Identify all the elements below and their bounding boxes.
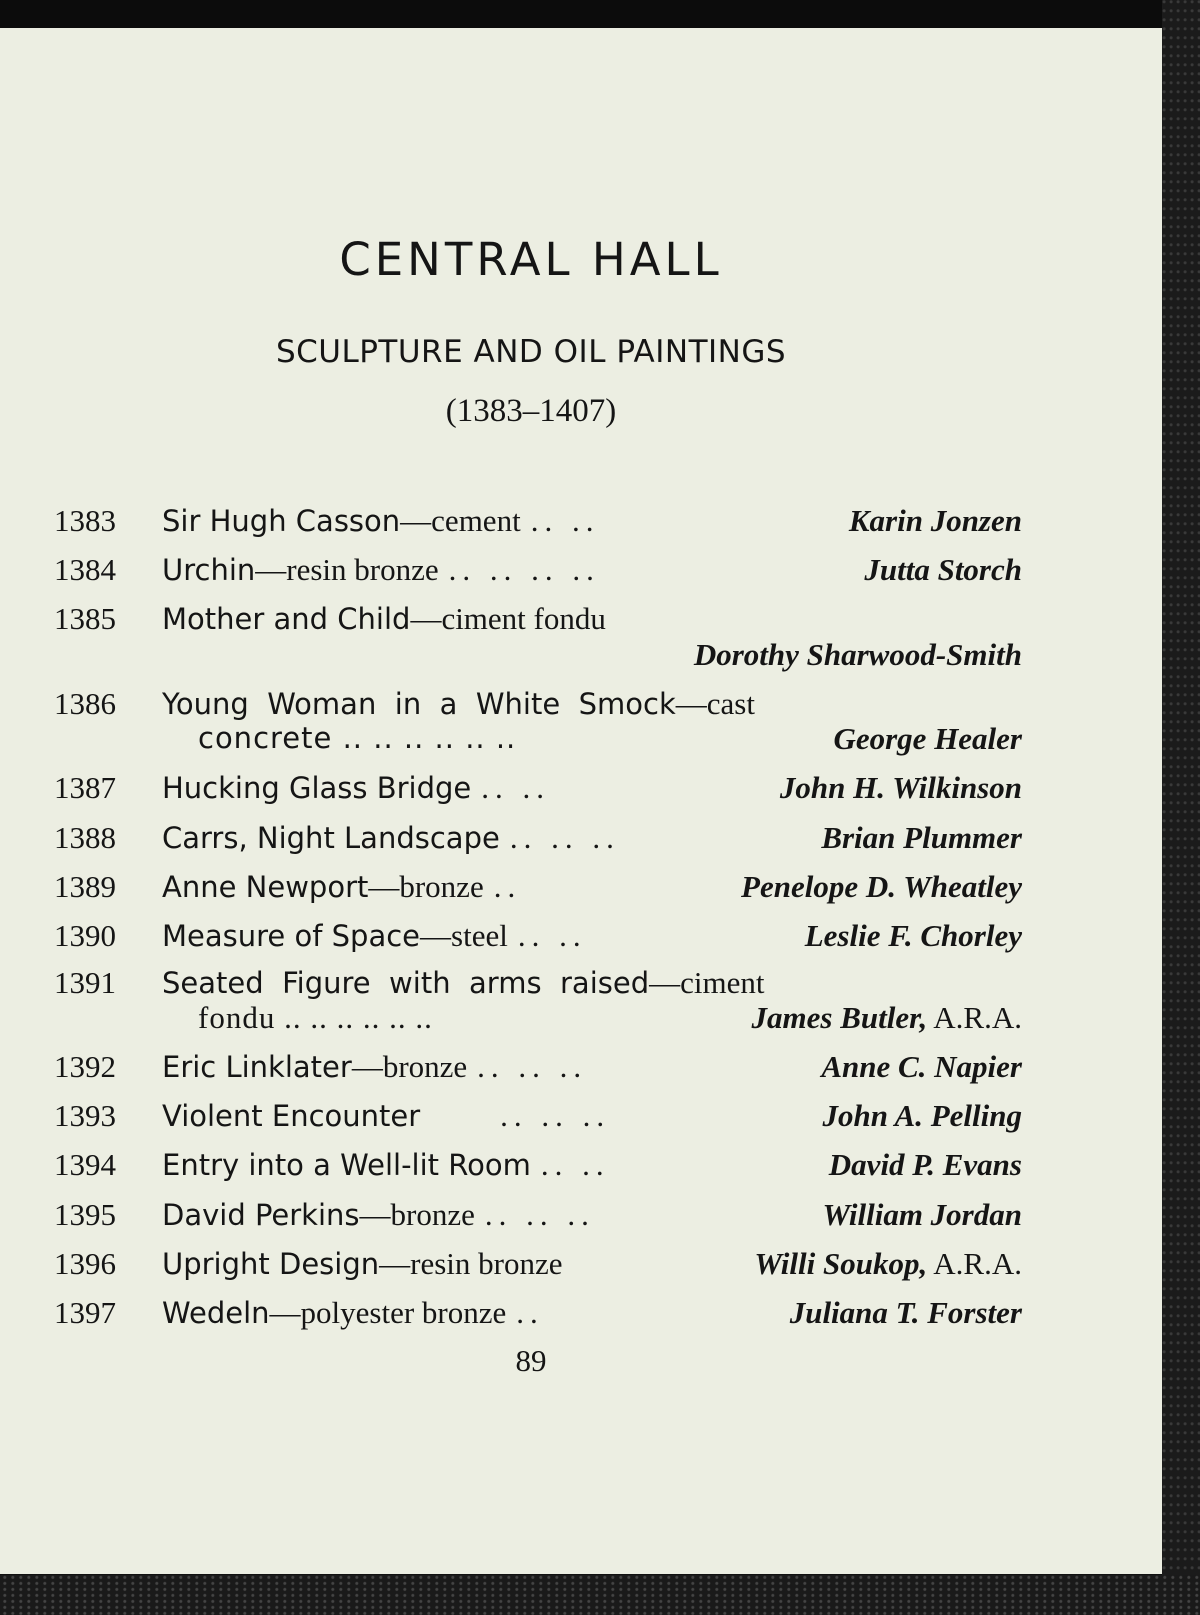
entry-number: 1397 bbox=[54, 1295, 116, 1330]
leader-dots: .. .. bbox=[517, 918, 587, 953]
entry-title: Upright Design bbox=[162, 1247, 380, 1281]
entry-number: 1384 bbox=[54, 552, 116, 587]
entry-number: 1386 bbox=[54, 686, 116, 721]
entry-medium: —bronze bbox=[368, 869, 484, 904]
entry-number: 1392 bbox=[54, 1049, 116, 1084]
entry-artist: William Jordan bbox=[822, 1197, 1022, 1232]
entry-number: 1383 bbox=[54, 503, 116, 538]
entry-number: 1394 bbox=[54, 1147, 116, 1182]
entry-number: 1385 bbox=[54, 601, 116, 636]
entry-artist: Penelope D. Wheatley bbox=[741, 869, 1022, 904]
entry-title-continuation: concrete .. .. .. .. .. .. bbox=[198, 721, 517, 755]
entry-title: Carrs, Night Landscape bbox=[162, 821, 500, 855]
entry-medium: —bronze bbox=[351, 1049, 468, 1084]
entry-artist: David P. Evans bbox=[828, 1147, 1022, 1182]
entry-medium: —ciment fondu bbox=[410, 601, 606, 636]
section-title: CENTRAL HALL bbox=[339, 233, 723, 286]
entry-medium: —cement bbox=[400, 503, 521, 538]
entry-title: Sir Hugh Casson bbox=[162, 504, 401, 538]
entry-medium: —ciment bbox=[649, 965, 765, 1000]
entry-medium: —bronze bbox=[359, 1197, 475, 1232]
catalogue-number-range: (1383–1407) bbox=[445, 393, 617, 429]
entry-artist: George Healer bbox=[833, 721, 1022, 756]
entry-title: Young Woman in a White Smock bbox=[162, 687, 676, 721]
leader-dots: .. .. .. bbox=[500, 1098, 611, 1133]
catalogue-page bbox=[0, 28, 1162, 1574]
leader-dots: .. .. .. bbox=[484, 1197, 595, 1232]
entry-number: 1388 bbox=[54, 820, 116, 855]
entry-artist: Brian Plummer bbox=[821, 820, 1022, 855]
scan-border-top bbox=[0, 0, 1200, 30]
entry-number: 1389 bbox=[54, 869, 116, 904]
entry-artist: Karin Jonzen bbox=[848, 503, 1022, 538]
entry-artist: John H. Wilkinson bbox=[779, 770, 1022, 805]
entry-medium: —resin bronze bbox=[255, 552, 439, 587]
leader-dots: .. bbox=[493, 869, 522, 904]
entry-title-continuation: fondu .. .. .. .. .. .. bbox=[198, 1000, 433, 1035]
entry-number: 1390 bbox=[54, 918, 116, 953]
entry-title: Seated Figure with arms raised bbox=[162, 966, 650, 1000]
leader-dots: .. bbox=[516, 1295, 544, 1330]
entry-artist: Juliana T. Forster bbox=[789, 1295, 1022, 1330]
entry-title: Hucking Glass Bridge bbox=[162, 771, 472, 805]
entry-title: Anne Newport bbox=[162, 870, 369, 904]
entry-number: 1387 bbox=[54, 770, 116, 805]
leader-dots: .. .. .. .. bbox=[448, 552, 600, 587]
entry-medium: —resin bronze bbox=[379, 1246, 563, 1281]
entry-title: David Perkins bbox=[162, 1198, 360, 1232]
entry-artist: John A. Pelling bbox=[822, 1098, 1022, 1133]
entry-title: Wedeln bbox=[162, 1296, 270, 1330]
leader-dots: .. .. bbox=[481, 770, 551, 805]
entry-number: 1395 bbox=[54, 1197, 116, 1232]
entry-artist: James Butler, A.R.A. bbox=[751, 1000, 1022, 1035]
entry-medium: —polyester bronze bbox=[269, 1295, 507, 1330]
entry-artist: Dorothy Sharwood-Smith bbox=[693, 637, 1022, 672]
entry-number: 1393 bbox=[54, 1098, 116, 1133]
leader-dots: .. .. .. bbox=[509, 820, 620, 855]
entry-artist: Leslie F. Chorley bbox=[804, 918, 1022, 953]
entry-medium: —steel bbox=[420, 918, 508, 953]
entry-number: 1391 bbox=[54, 965, 116, 1000]
entry-artist: Willi Soukop, A.R.A. bbox=[754, 1246, 1022, 1281]
entry-artist: Jutta Storch bbox=[864, 552, 1022, 587]
scan-border-bottom bbox=[0, 1575, 1200, 1615]
entry-number: 1396 bbox=[54, 1246, 116, 1281]
page-number: 89 bbox=[515, 1343, 547, 1378]
leader-dots: .. .. bbox=[540, 1147, 610, 1182]
section-subtitle: SCULPTURE AND OIL PAINTINGS bbox=[275, 334, 787, 370]
entry-title: Eric Linklater bbox=[162, 1050, 352, 1084]
scan-border-right bbox=[1162, 0, 1200, 1615]
entry-title: Violent Encounter bbox=[162, 1099, 421, 1133]
entry-title: Entry into a Well-lit Room bbox=[162, 1148, 531, 1182]
leader-dots: .. .. .. bbox=[477, 1049, 588, 1084]
entry-medium: —cast bbox=[675, 686, 755, 721]
entry-artist: Anne C. Napier bbox=[821, 1049, 1022, 1084]
entry-title: Urchin bbox=[162, 553, 256, 587]
entry-title: Measure of Space bbox=[162, 919, 421, 953]
entry-title: Mother and Child bbox=[162, 602, 411, 636]
leader-dots: .. .. bbox=[530, 503, 600, 538]
